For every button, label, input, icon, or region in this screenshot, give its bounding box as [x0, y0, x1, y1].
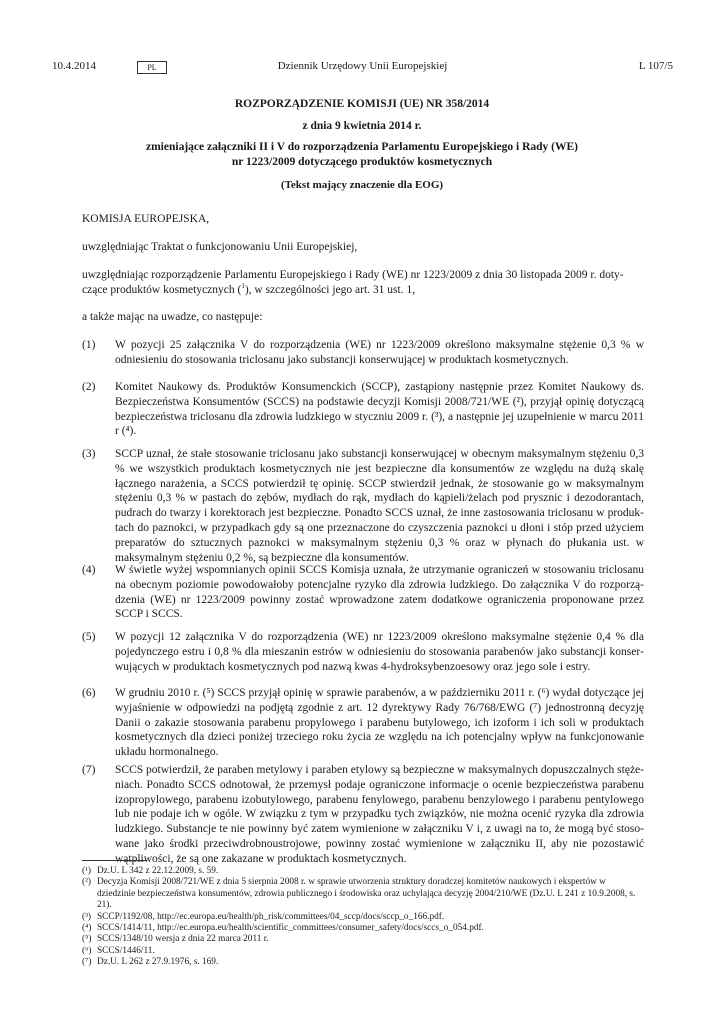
- footnote: [82, 934, 644, 945]
- footnote-separator: [82, 860, 146, 861]
- footnote-text: SCCS/1446/11.: [97, 945, 155, 956]
- eea-relevance: (Tekst mający znaczenie dla EOG): [280, 179, 444, 191]
- preamble-commission: KOMISJA EUROPEJSKA,: [82, 213, 210, 225]
- footnote: [82, 957, 644, 968]
- recital-number: (1): [82, 339, 96, 351]
- recital-6: [82, 686, 644, 760]
- preamble-regulation-line2-end: ), w szczególności jego art. 31 ust. 1,: [244, 284, 416, 296]
- footnote-text: Dz.U. L 262 z 27.9.1976, s. 169.: [97, 957, 219, 968]
- footnote: [82, 923, 644, 934]
- recital-number: (5): [82, 631, 96, 643]
- footnote-mark: (⁶): [82, 945, 92, 956]
- recital-3: [82, 447, 644, 565]
- preamble-regulation-line1: uwzględniając rozporządzenie Parlamentu Europejskiego i Rady (WE) nr 1223/2009 z dnia 30 listopada 2009 r. doty-: [82, 269, 624, 281]
- recital-1: [82, 338, 644, 368]
- footnote-text[interactable]: SCCP/1192/08, http://ec.europa.eu/health/ph_risk/committees/04_sccp/docs/sccp_o_166.pdf.: [97, 911, 445, 922]
- running-header: [52, 60, 673, 76]
- footnote-text: Dz.U. L 342 z 22.12.2009, s. 59.: [97, 866, 219, 876]
- footnotes: [82, 866, 644, 969]
- preamble-regulation-line2: czące produktów kosmetycznych (: [82, 284, 242, 296]
- footnote-mark: (¹): [82, 866, 91, 876]
- footnote-mark: (²): [82, 877, 91, 888]
- recital-text: SCCP uznał, że stałe stosowanie triclosanu jako substancji konserwującej w obecnym maksymalnym stężeniu 0,3 % we wszystkich produktach kosmetycznych nie jest bezpieczne dla konsumentów ze względu na dużą skalę łącznego narażenia, a SCCS potwierdził tę opinię. SCCP stwierdził jednak, że stosowanie go w maksymalnym stężeniu 0,3 % w pastach do zębów, mydłach do rąk, mydłach do kąpieli/żelach pod prysznic i dezodorantach, pudrach do twarzy i korektorach jest bezpieczne. Ponadto SCCS uznał, że inne zastosowania triclosanu w produktach do paznokci, w przypadkach gdy są one przeznaczone do czyszczenia paznokci u dłoni i stóp przed użyciem preparatów do sztucznych paznokci w maksymalnym stężeniu 0,3 % oraz w płynach do płukania ust. w maksymalnym stężeniu 0,2 %, są bezpieczne dla konsumentów.: [115, 448, 644, 564]
- recital-number: (6): [82, 687, 96, 699]
- footnote: [82, 866, 644, 877]
- regulation-title: ROZPORZĄDZENIE KOMISJI (UE) NR 358/2014: [234, 98, 490, 110]
- regulation-subject-line2: nr 1223/2009 dotyczącego produktów kosmetycznych: [231, 156, 493, 168]
- recital-7: [82, 763, 644, 867]
- footnote-mark: (⁴): [82, 923, 92, 934]
- preamble-regulation: [82, 268, 644, 298]
- recital-number: (4): [82, 564, 96, 576]
- footnote-text: Decyzja Komisji 2008/721/WE z dnia 5 sierpnia 2008 r. w sprawie utworzenia struktury doradczej komitetów naukowych i ekspertów w dziedzinie bezpieczeństwa konsumentów, zdrowia publicznego i środowiska oraz uchylająca decyzję 2004/210/WE (Dz.U. L 241 z 10.9.2008, s. 21).: [97, 877, 636, 911]
- footnote: [82, 912, 644, 923]
- regulation-date: z dnia 9 kwietnia 2014 r.: [302, 120, 422, 132]
- footnote-text: SCCS/1348/10 wersja z dnia 22 marca 2011 r.: [97, 934, 269, 945]
- preamble-treaty: uwzględniając Traktat o funkcjonowaniu Unii Europejskiej,: [82, 241, 358, 253]
- recital-number: (3): [82, 448, 96, 460]
- recital-text: W grudniu 2010 r. (⁵) SCCS przyjął opinię w sprawie parabenów, a w październiku 2011 r. (⁶) wydał dotyczące jej wyjaśnienie w odpowiedzi na podjętą zgodnie z art. 12 dyrektywy Rady 76/768/EWG (⁷) jednostronną decyzję Danii o zakazie stosowania parabenu propylowego i parabenu butylowego, ich izoform i ich soli w produktach kosmetycznych dla dzieci poniżej trzeciego roku życia ze względu na ich potencjalny wpływ na funkcjonowanie układu hormonalnego.: [115, 687, 644, 759]
- footnote: [82, 946, 644, 957]
- language-badge: PL: [137, 61, 167, 74]
- header-date: 10.4.2014: [52, 60, 96, 72]
- recital-number: (7): [82, 764, 96, 776]
- journal-title: Dziennik Urzędowy Unii Europejskiej: [277, 60, 448, 72]
- page-number: L 107/5: [638, 60, 673, 72]
- recital-number: (2): [82, 381, 96, 393]
- recital-4: [82, 563, 644, 622]
- footnote-mark: (³): [82, 911, 91, 922]
- footnote-mark: (⁵): [82, 934, 92, 945]
- recital-text: W pozycji 12 załącznika V do rozporządzenia (WE) nr 1223/2009 określono maksymalne stężenie 0,4 % dla pojedynczego estru i 0,8 % dla mieszanin estrów w odniesieniu do stosowania parabenów jako substancji konserwujących w produktach kosmetycznych pod nazwą kwas 4-hydroksybenzoesowy oraz jego sole i estry.: [115, 631, 644, 673]
- preamble-whereas: a także mając na uwadze, co następuje:: [82, 311, 263, 323]
- footnote-mark: (⁷): [82, 957, 92, 968]
- recital-2: [82, 380, 644, 439]
- recital-text: Komitet Naukowy ds. Produktów Konsumenckich (SCCP), zastąpiony następnie przez Komitet Naukowy ds. Bezpieczeństwa Konsumentów (SCCS) na podstawie decyzji Komisji 2008/721/WE (²), przyjął opinię dotyczącą bezpieczeństwa triclosanu dla zdrowia ludzkiego w styczniu 2009 r. (³), a następnie jej uzupełnienie w marcu 2011 r (⁴).: [115, 381, 644, 438]
- recital-text: W pozycji 25 załącznika V do rozporządzenia (WE) nr 1223/2009 określono maksymalne stężenie 0,3 % w odniesieniu do stosowania triclosanu jako substancji konserwującej w produktach kosmetycznych.: [115, 339, 644, 366]
- footnote-ref: 1: [241, 282, 245, 291]
- recital-5: [82, 630, 644, 674]
- regulation-subject-line1: zmieniające załączniki II i V do rozporządzenia Parlamentu Europejskiego i Rady (WE): [146, 141, 578, 153]
- recital-text: SCCS potwierdził, że paraben metylowy i paraben etylowy są bezpieczne w maksymalnych dopuszczalnych stężeniach. Ponadto SCCS odnotował, że przemysł podaje ograniczone informacje o ocenie bezpieczeństwa parabenu izopropylowego, parabenu izobutylowego, parabenu fenylowego, parabenu benzylowego i parabenu pentylowego lub nie podaje ich w ogóle. W związku z tym w przypadku tych związków, nie można ocenić ryzyka dla zdrowia ludzkiego. Substancje te nie powinny być zatem wymienione w załączniku V i, z uwagi na to, że mogą być stosowane jako środki przeciwdrobnoustrojowe, powinny zostać wymienione w załączniku II, aby nie pozostawić wątpliwości, że są one zakazane w produktach kosmetycznych.: [115, 764, 644, 865]
- footnote-text[interactable]: SCCS/1414/11, http://ec.europa.eu/health/scientific_committees/consumer_safety/docs/sccs_o_054.pdf.: [97, 923, 484, 934]
- recital-text: W świetle wyżej wspomnianych opinii SCCS Komisja uznała, że utrzymanie ograniczeń w stosowaniu triclosanu na obecnym poziomie powodowałoby potencjalne ryzyko dla zdrowia ludzkiego. Do załącznika V do rozporządzenia (WE) nr 1223/2009 powinny zostać wprowadzone zatem dodatkowe ograniczenia proponowane przez SCCP i SCCS.: [115, 564, 644, 621]
- footnote: [82, 877, 644, 911]
